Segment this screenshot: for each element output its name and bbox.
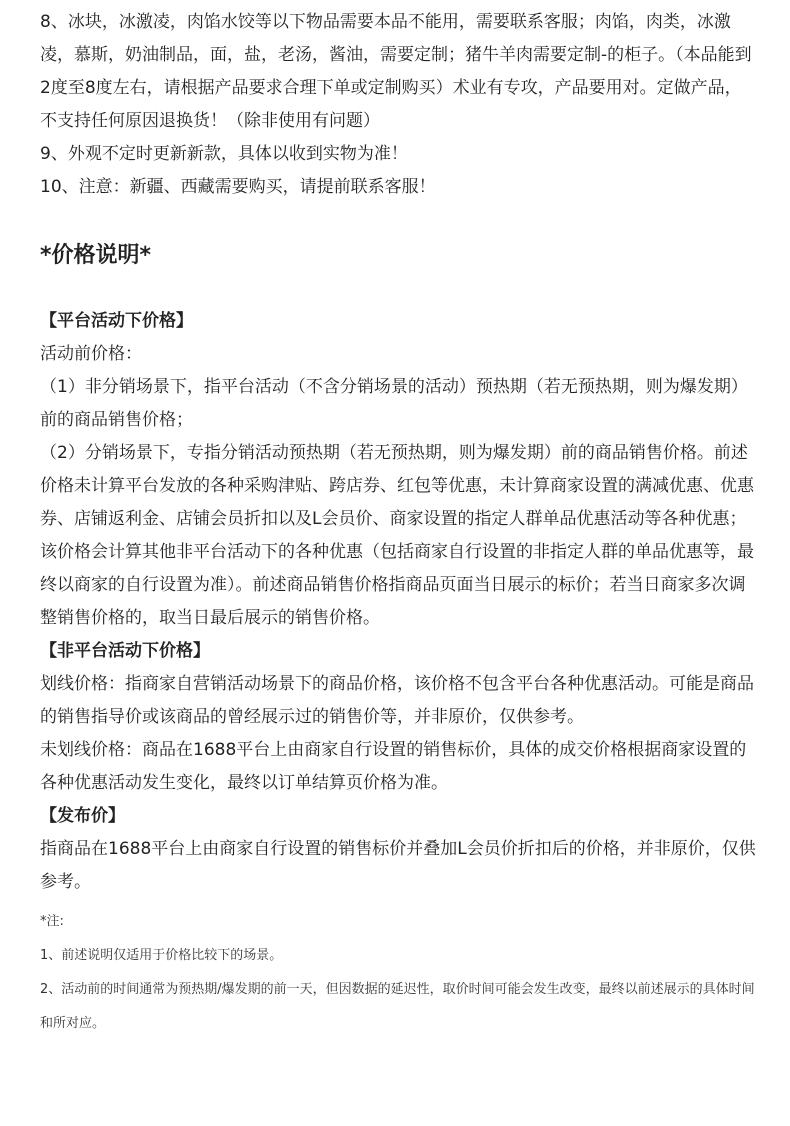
note-item-10: 10、注意：新疆、西藏需要购买，请提前联系客服！ (40, 177, 436, 197)
platform-price-heading: 【平台活动下价格】 (40, 311, 193, 331)
footnote-1: 1、前述说明仅适用于价格比较下的场景。 (40, 948, 283, 963)
footnotes (40, 905, 756, 1041)
non-platform-price-heading: 【非平台活动下价格】 (40, 641, 210, 661)
pre-activity-label: 活动前价格： (40, 344, 142, 364)
notes-list (40, 6, 756, 204)
non-strikethrough-price-text: 未划线价格：商品在1688平台上由商家自行设置的销售标价，具体的成交价格根据商家设置的各种优惠活动发生变化，最终以订单结算页价格为准。 (40, 740, 747, 793)
pre-activity-item-2: （2）分销场景下，专指分销活动预热期（若无预热期，则为爆发期）前的商品销售价格。前述价格未计算平台发放的各种采购津贴、跨店券、红包等优惠，未计算商家设置的满减优惠、优惠券、店铺返利金、店铺会员折扣以及L会员价、商家设置的指定人群单品优惠活动等各种优惠；该价格会计算其他非平台活动下的各种优惠（包括商家自行设置的非指定人群的单品优惠等，最终以商家的自行设置为准）。前述商品销售价格指商品页面当日展示的标价；若当日商家多次调整销售价格的，取当日最后展示的销售价格。 (40, 443, 754, 628)
price-explanation (40, 305, 756, 1041)
document-page (40, 0, 756, 1031)
pre-activity-item-1: （1）非分销场景下，指平台活动（不含分销场景的活动）预热期（若无预热期，则为爆发期）前的商品销售价格； (40, 377, 748, 430)
footnote-2: 2、活动前的时间通常为预热期/爆发期的前一天，但因数据的延迟性，取价时间可能会发生改变，最终以前述展示的具体时间和所对应。 (40, 982, 755, 1031)
note-item-8: 8、冰块，冰激凌，肉馅水饺等以下物品需要本品不能用，需要联系客服；肉馅，肉类，冰激凌，慕斯，奶油制品，面，盐，老汤，酱油，需要定制；猪牛羊肉需要定制-的柜子。（本品能到2度至8度左右，请根据产品要求合理下单或定制购买）术业有专攻，产品要用对。定做产品，不支持任何原因退换货！（除非使用有问题） (40, 12, 752, 131)
footnote-label: *注: (40, 914, 64, 929)
strikethrough-price-text: 划线价格：指商家自营销活动场景下的商品价格，该价格不包含平台各种优惠活动。可能是商品的销售指导价或该商品的曾经展示过的销售价等，并非原价，仅供参考。 (40, 674, 754, 727)
publish-price-text: 指商品在1688平台上由商家自行设置的销售标价并叠加L会员价折扣后的价格，并非原价，仅供参考。 (40, 839, 756, 892)
note-item-9: 9、外观不定时更新新款，具体以收到实物为准！ (40, 144, 408, 164)
publish-price-heading: 【发布价】 (40, 806, 125, 826)
price-section-title: *价格说明* (40, 243, 152, 268)
